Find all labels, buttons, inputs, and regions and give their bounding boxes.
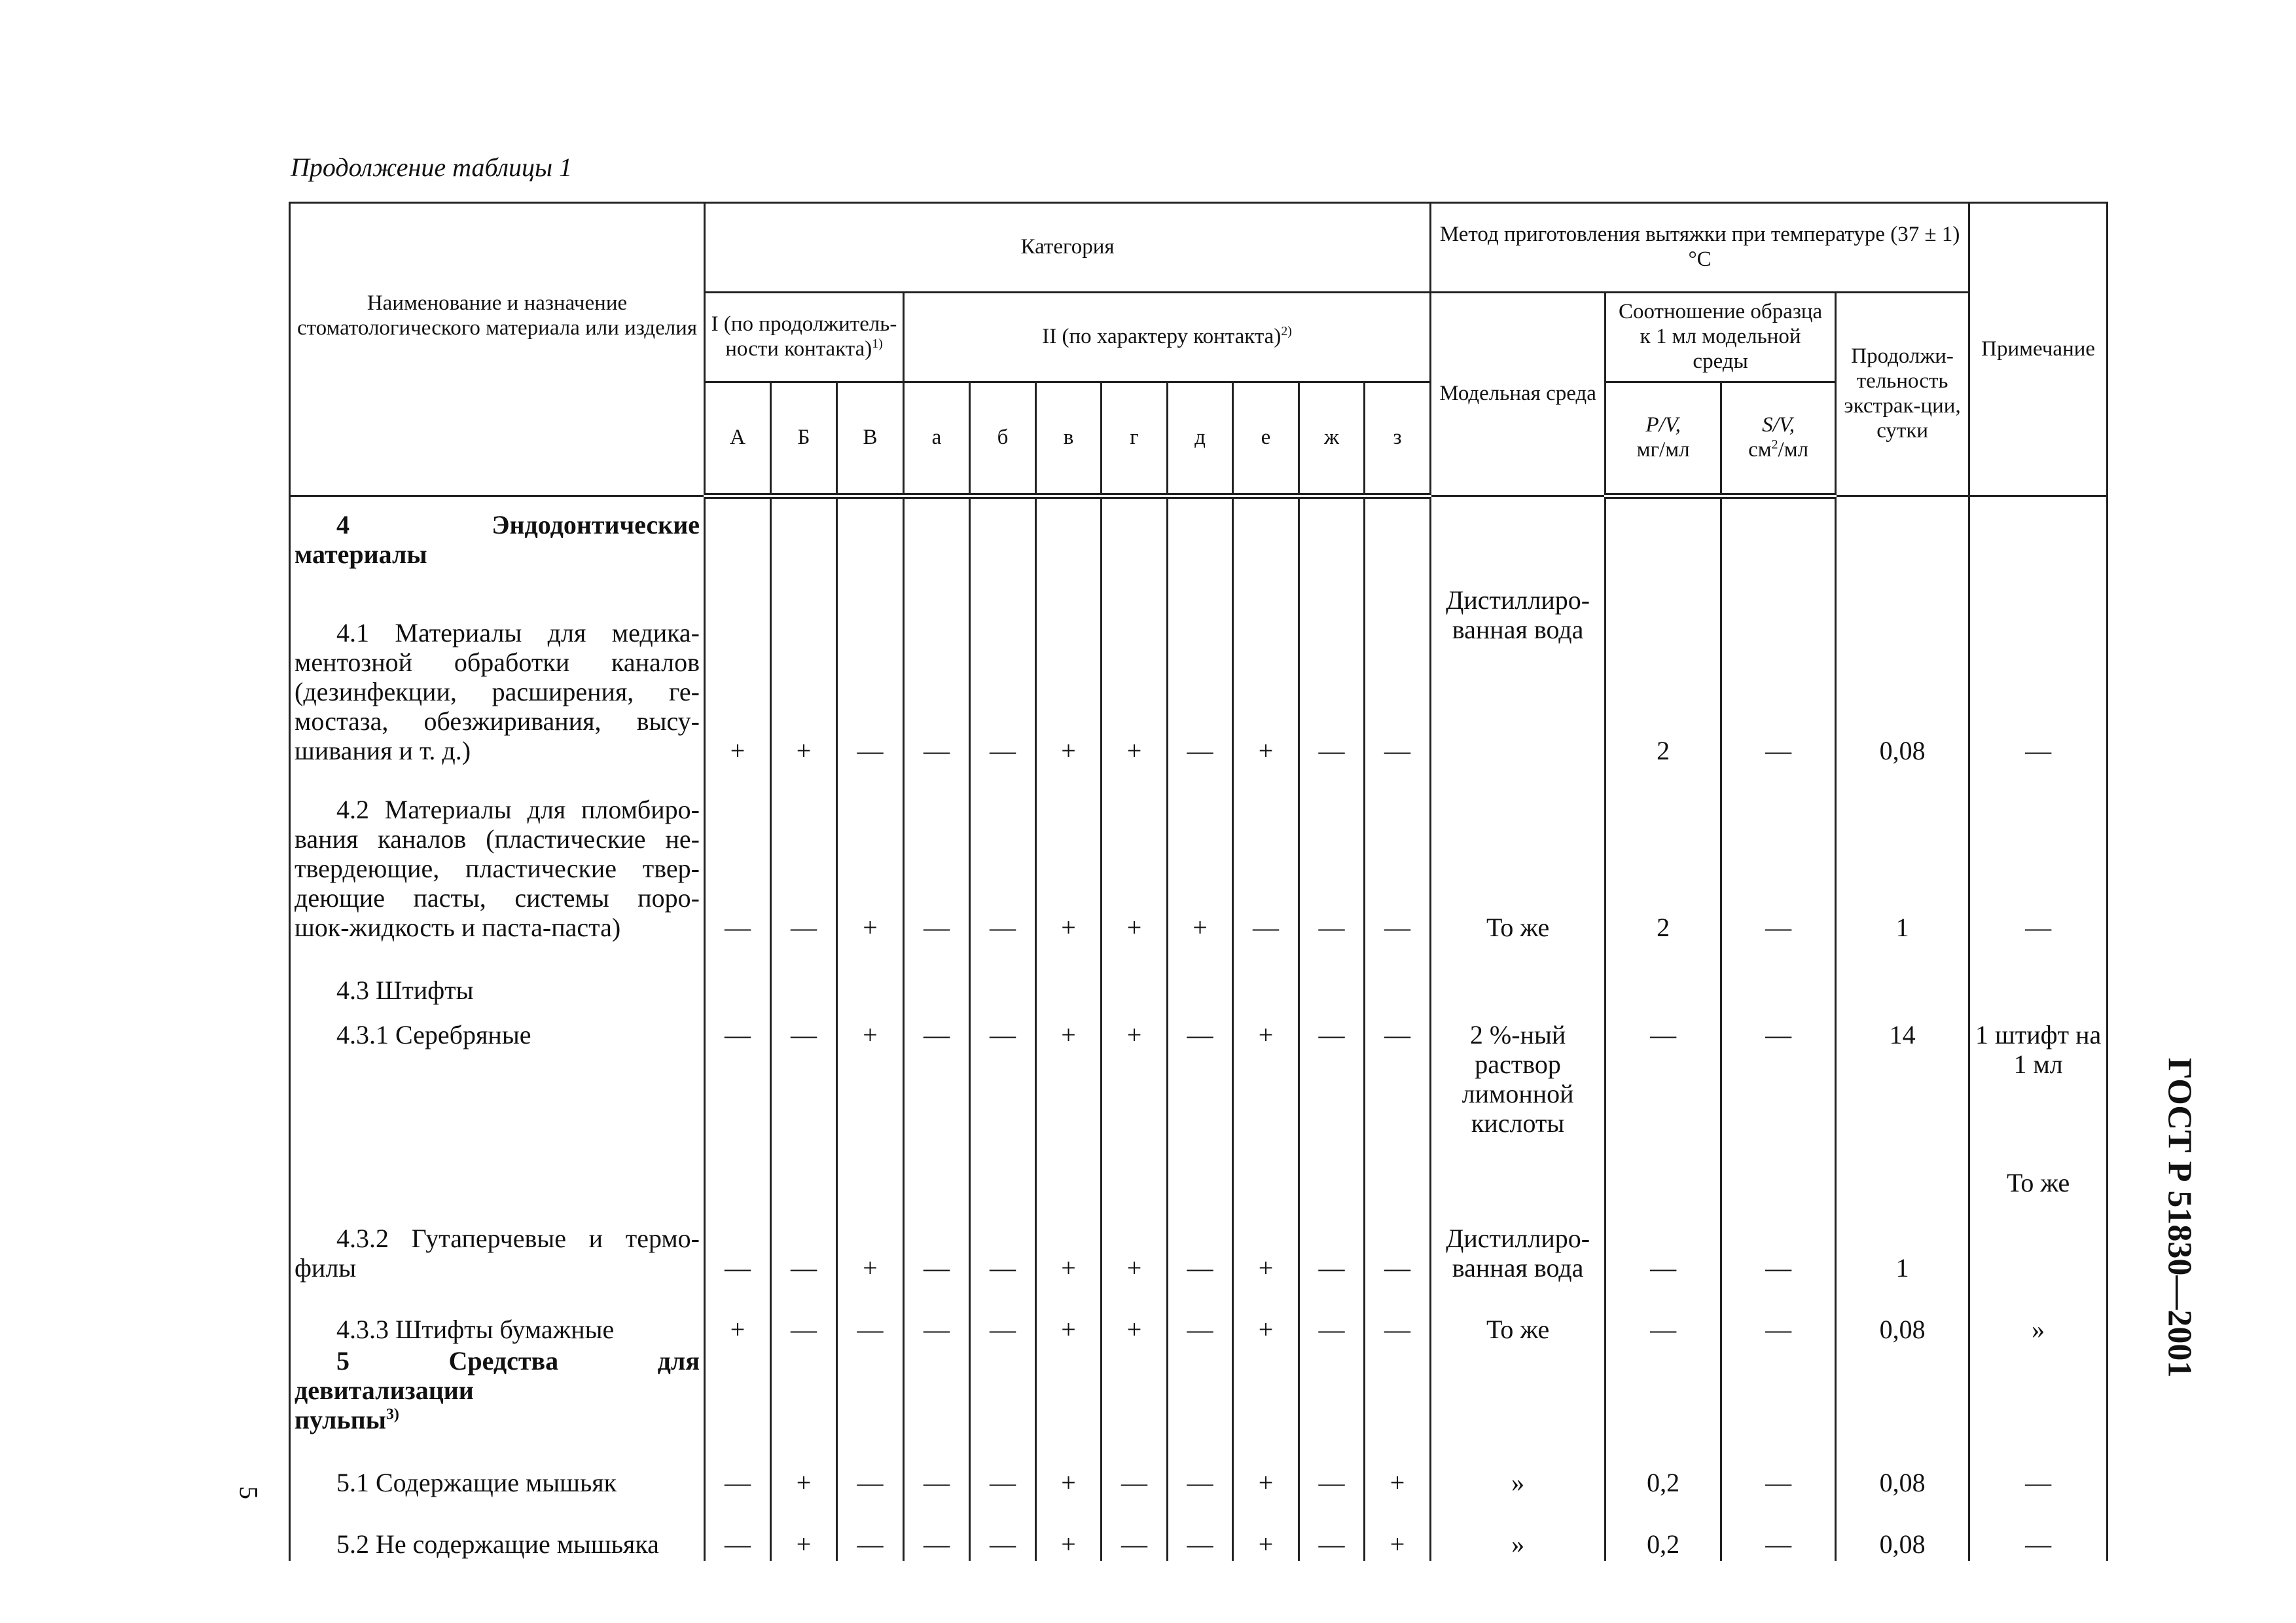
note-cell: — <box>1969 1499 2108 1561</box>
header-letter: ж <box>1299 382 1365 496</box>
category-cell: — <box>1299 1007 1365 1161</box>
pv-cell: 2 <box>1605 571 1721 767</box>
row-name: 4.1 Материалы для медика- ментозной обработки каналов (дезинфекции, расширения, ге- мостаза, обезжиривания, высу- шивания и т. д.) <box>290 571 705 767</box>
category-cell: — <box>771 767 837 944</box>
header-method: Метод приготовления вытяжки при температуре (37 ± 1) °С <box>1431 203 1969 293</box>
duration-cell: 1 <box>1836 767 1969 944</box>
note-cell: То же <box>1969 1161 2108 1285</box>
header-ratio: Соотношение образца к 1 мл модельной среды <box>1605 293 1836 382</box>
category-cell: — <box>1233 767 1299 944</box>
sv-cell: — <box>1721 1436 1836 1499</box>
table-body <box>290 496 2108 1561</box>
category-cell: + <box>1168 767 1233 944</box>
sv-cell: — <box>1721 1007 1836 1161</box>
category-cell: — <box>970 767 1036 944</box>
header-pv: P/V, мг/мл <box>1605 382 1721 496</box>
header-category: Категория <box>705 203 1431 293</box>
category-cell: — <box>1365 1161 1431 1285</box>
category-cell: + <box>1102 1285 1168 1346</box>
pv-cell <box>1605 1346 1721 1436</box>
pv-cell: — <box>1605 1007 1721 1161</box>
category-cell: + <box>1233 571 1299 767</box>
category-cell: + <box>1233 1007 1299 1161</box>
note-cell: 1 штифт на 1 мл <box>1969 1007 2108 1161</box>
note-cell: — <box>1969 767 2108 944</box>
row-name: 4.2 Материалы для пломбиро- вания каналов (пластические не- твердеющие, пластические твер- деющие пасты, системы поро- шок-жидкость и паста-паста) <box>290 767 705 944</box>
category-cell: + <box>1365 1436 1431 1499</box>
table-row <box>290 767 2108 944</box>
header-name: Наименование и назначение стоматологического материала или изделия <box>290 203 705 496</box>
medium-cell: » <box>1431 1436 1605 1499</box>
note-cell <box>1969 944 2108 1007</box>
category-cell: — <box>771 1007 837 1161</box>
duration-cell: 0,08 <box>1836 1499 1969 1561</box>
duration-cell: 0,08 <box>1836 571 1969 767</box>
category-cell: + <box>1036 1285 1102 1346</box>
row-name: 4.3.2 Гутаперчевые и термо- филы <box>290 1161 705 1285</box>
table-row <box>290 1161 2108 1285</box>
row-name: 5 Средства для девитализации пульпы$^{3)}$ <box>290 1346 705 1436</box>
header-letter: б <box>970 382 1036 496</box>
category-cell: — <box>837 1499 904 1561</box>
category-cell <box>771 1346 837 1436</box>
category-cell <box>904 1346 970 1436</box>
category-cell: + <box>837 1007 904 1161</box>
header-letter: а <box>904 382 970 496</box>
category-cell: + <box>1036 767 1102 944</box>
header-letter: з <box>1365 382 1431 496</box>
category-cell <box>771 496 837 572</box>
category-cell: + <box>837 767 904 944</box>
medium-cell <box>1431 1346 1605 1436</box>
category-cell <box>1168 944 1233 1007</box>
category-cell: — <box>1102 1436 1168 1499</box>
category-cell <box>771 944 837 1007</box>
category-cell: — <box>705 1436 771 1499</box>
header-letter: г <box>1102 382 1168 496</box>
pv-cell: — <box>1605 1161 1721 1285</box>
duration-cell: 14 <box>1836 1007 1969 1161</box>
header-duration: Продолжи-тельность экстрак-ции, сутки <box>1836 293 1969 496</box>
medium-cell: Дистиллиро-ванная вода <box>1431 1161 1605 1285</box>
category-cell: + <box>771 1436 837 1499</box>
duration-cell: 0,08 <box>1836 1285 1969 1346</box>
category-cell <box>970 496 1036 572</box>
category-cell: — <box>705 1161 771 1285</box>
category-cell <box>970 944 1036 1007</box>
materials-table <box>289 202 2108 1561</box>
category-cell: — <box>1299 1161 1365 1285</box>
category-cell: + <box>1036 1007 1102 1161</box>
header-note: Примечание <box>1969 203 2108 496</box>
pv-cell <box>1605 944 1721 1007</box>
medium-cell: » <box>1431 1499 1605 1561</box>
category-cell <box>1102 1346 1168 1436</box>
category-cell: — <box>705 1499 771 1561</box>
category-cell: — <box>904 1161 970 1285</box>
category-cell <box>705 496 771 572</box>
table-header <box>290 203 2108 496</box>
note-cell <box>1969 1346 2108 1436</box>
category-cell: — <box>904 1285 970 1346</box>
note-cell: — <box>1969 1436 2108 1499</box>
category-cell: + <box>1102 767 1168 944</box>
category-cell: — <box>1299 767 1365 944</box>
pv-cell: 0,2 <box>1605 1436 1721 1499</box>
category-cell <box>1233 496 1299 572</box>
category-cell: — <box>970 1007 1036 1161</box>
category-cell: + <box>1233 1285 1299 1346</box>
category-cell: + <box>1036 1499 1102 1561</box>
category-cell <box>1299 496 1365 572</box>
category-cell <box>837 944 904 1007</box>
category-cell: — <box>1299 1436 1365 1499</box>
category-cell <box>1168 1346 1233 1436</box>
header-cat1: I (по продолжитель-ности контакта)$^{1)}$ <box>705 293 904 382</box>
category-cell <box>1299 1346 1365 1436</box>
table-row <box>290 1499 2108 1561</box>
category-cell: — <box>970 571 1036 767</box>
category-cell: + <box>1233 1436 1299 1499</box>
duration-cell: 1 <box>1836 1161 1969 1285</box>
category-cell <box>1299 944 1365 1007</box>
sv-cell: — <box>1721 1285 1836 1346</box>
category-cell: + <box>771 1499 837 1561</box>
category-cell: + <box>1036 571 1102 767</box>
category-cell <box>1102 496 1168 572</box>
category-cell <box>1036 944 1102 1007</box>
category-cell: — <box>1365 1285 1431 1346</box>
sv-cell <box>1721 1346 1836 1436</box>
duration-cell: 0,08 <box>1836 1436 1969 1499</box>
row-name: 4.3 Штифты <box>290 944 705 1007</box>
row-name: 4 Эндодонтические материалы <box>290 496 705 572</box>
table-row <box>290 1346 2108 1436</box>
table-row <box>290 1436 2108 1499</box>
category-cell <box>705 944 771 1007</box>
category-cell <box>1233 944 1299 1007</box>
pv-cell: 2 <box>1605 767 1721 944</box>
category-cell: — <box>904 1499 970 1561</box>
category-cell <box>1036 1346 1102 1436</box>
category-cell: — <box>1168 1161 1233 1285</box>
medium-cell <box>1431 496 1605 572</box>
table-caption: Продолжение таблицы 1 <box>291 153 573 182</box>
category-cell: — <box>1299 1285 1365 1346</box>
header-cat2: II (по характеру контакта)$^{2)}$ <box>904 293 1431 382</box>
category-cell <box>837 496 904 572</box>
header-letter: д <box>1168 382 1233 496</box>
header-sv: S/V, $см^2/мл$ <box>1721 382 1836 496</box>
category-cell <box>904 944 970 1007</box>
note-cell: — <box>1969 571 2108 767</box>
category-cell: — <box>705 1007 771 1161</box>
row-name: 4.3.1 Серебряные <box>290 1007 705 1161</box>
category-cell <box>970 1346 1036 1436</box>
duration-cell <box>1836 944 1969 1007</box>
medium-cell: Дистиллиро-ванная вода <box>1431 571 1605 767</box>
sv-cell: — <box>1721 571 1836 767</box>
category-cell: — <box>904 1007 970 1161</box>
category-cell: — <box>1168 1285 1233 1346</box>
medium-cell: То же <box>1431 1285 1605 1346</box>
category-cell: + <box>1102 1007 1168 1161</box>
category-cell <box>1036 496 1102 572</box>
duration-cell <box>1836 1346 1969 1436</box>
table-row <box>290 1285 2108 1346</box>
medium-cell: 2 %-ный раствор лимонной кислоты <box>1431 1007 1605 1161</box>
table-row <box>290 1007 2108 1161</box>
category-cell: — <box>1168 1007 1233 1161</box>
category-cell: — <box>837 571 904 767</box>
pv-cell: — <box>1605 1285 1721 1346</box>
header-letter: е <box>1233 382 1299 496</box>
sv-cell <box>1721 944 1836 1007</box>
category-cell <box>705 1346 771 1436</box>
category-cell: — <box>1168 571 1233 767</box>
category-cell <box>1102 944 1168 1007</box>
category-cell: — <box>1168 1499 1233 1561</box>
category-cell: — <box>1299 571 1365 767</box>
category-cell: + <box>1102 1161 1168 1285</box>
pv-cell: 0,2 <box>1605 1499 1721 1561</box>
category-cell: — <box>837 1436 904 1499</box>
note-cell <box>1969 496 2108 572</box>
category-cell <box>904 496 970 572</box>
category-cell: — <box>904 1436 970 1499</box>
row-name: 5.1 Содержащие мышьяк <box>290 1436 705 1499</box>
category-cell <box>1168 496 1233 572</box>
duration-cell <box>1836 496 1969 572</box>
pv-cell <box>1605 496 1721 572</box>
category-cell: + <box>1036 1161 1102 1285</box>
category-cell: + <box>1036 1436 1102 1499</box>
sv-cell: — <box>1721 1161 1836 1285</box>
category-cell: + <box>705 571 771 767</box>
category-cell: — <box>1102 1499 1168 1561</box>
category-cell: — <box>1299 1499 1365 1561</box>
category-cell: — <box>1168 1436 1233 1499</box>
medium-cell: То же <box>1431 767 1605 944</box>
category-cell: + <box>705 1285 771 1346</box>
category-cell: — <box>970 1285 1036 1346</box>
header-letter: А <box>705 382 771 496</box>
category-cell <box>837 1346 904 1436</box>
row-name: 4.3.3 Штифты бумажные <box>290 1285 705 1346</box>
category-cell: — <box>837 1285 904 1346</box>
table-row <box>290 944 2108 1007</box>
category-cell <box>1365 496 1431 572</box>
sv-cell: — <box>1721 1499 1836 1561</box>
category-cell: + <box>1233 1161 1299 1285</box>
category-cell <box>1365 944 1431 1007</box>
category-cell: — <box>904 767 970 944</box>
category-cell: + <box>1102 571 1168 767</box>
header-letter: В <box>837 382 904 496</box>
category-cell: + <box>1233 1499 1299 1561</box>
sv-cell <box>1721 496 1836 572</box>
category-cell: + <box>837 1161 904 1285</box>
category-cell: — <box>705 767 771 944</box>
header-medium: Модельная среда <box>1431 293 1605 496</box>
row-name: 5.2 Не содержащие мышьяка <box>290 1499 705 1561</box>
category-cell: — <box>771 1285 837 1346</box>
category-cell: — <box>1365 571 1431 767</box>
category-cell <box>1233 1346 1299 1436</box>
sv-cell: — <box>1721 767 1836 944</box>
category-cell: — <box>904 571 970 767</box>
medium-cell <box>1431 944 1605 1007</box>
table-row <box>290 496 2108 572</box>
table-row <box>290 571 2108 767</box>
category-cell: + <box>1365 1499 1431 1561</box>
note-cell: » <box>1969 1285 2108 1346</box>
header-letter: Б <box>771 382 837 496</box>
category-cell <box>1365 1346 1431 1436</box>
category-cell: — <box>771 1161 837 1285</box>
category-cell: — <box>1365 767 1431 944</box>
category-cell: — <box>970 1499 1036 1561</box>
category-cell: + <box>771 571 837 767</box>
category-cell: — <box>1365 1007 1431 1161</box>
category-cell: — <box>970 1436 1036 1499</box>
category-cell: — <box>970 1161 1036 1285</box>
header-letter: в <box>1036 382 1102 496</box>
